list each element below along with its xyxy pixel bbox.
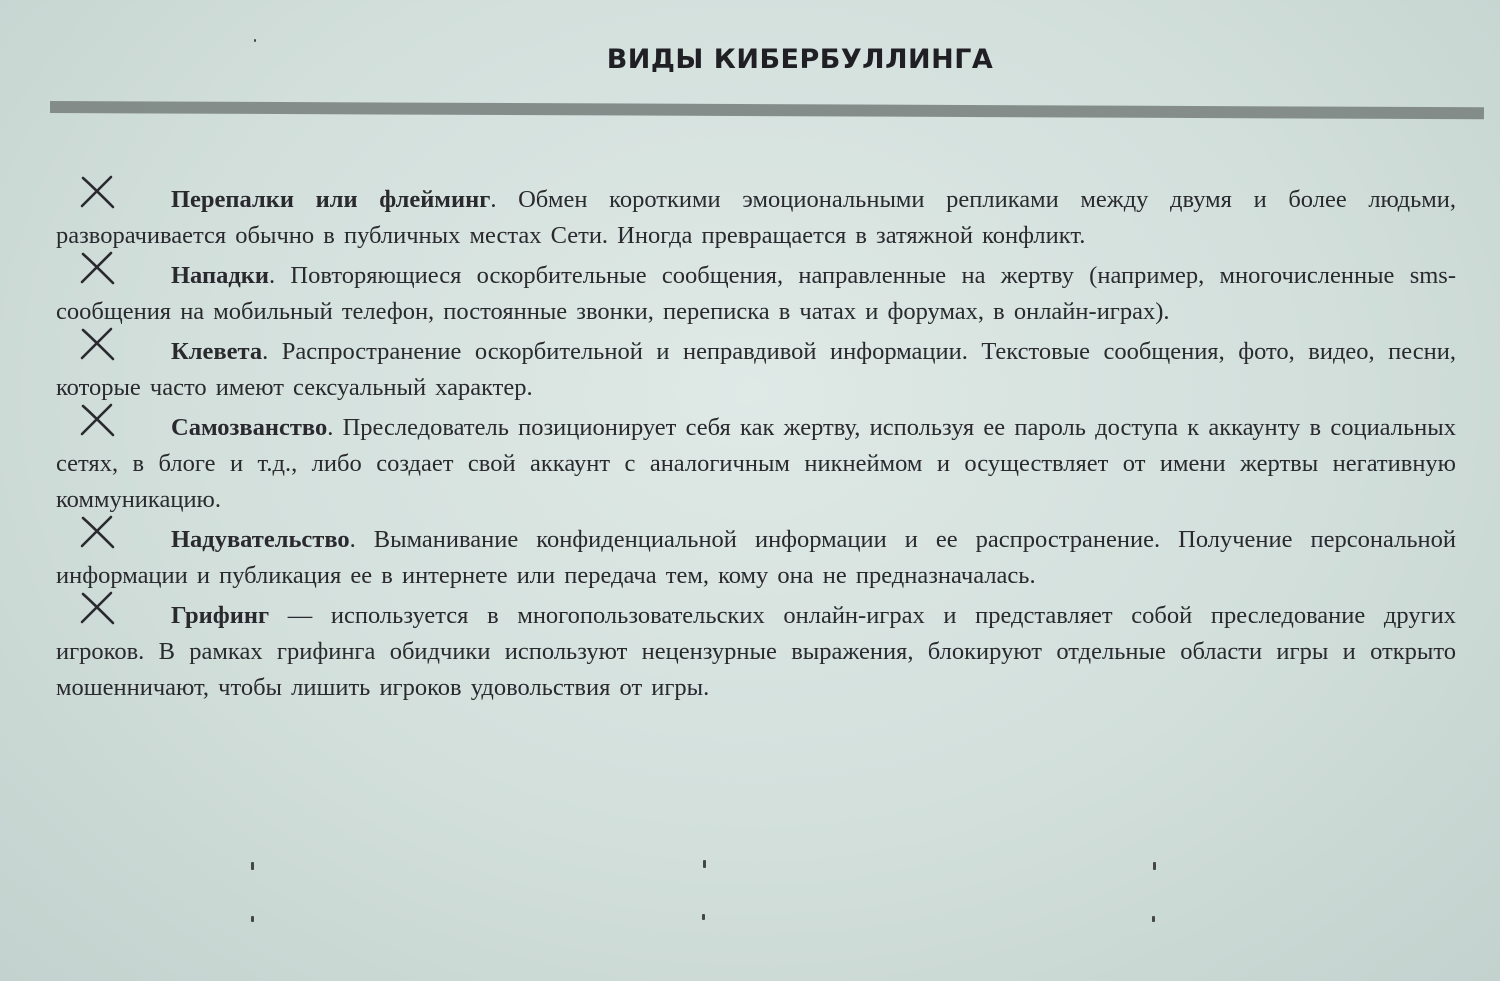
x-mark-icon: [78, 326, 118, 362]
x-mark-icon: [78, 250, 118, 286]
scan-speck: [703, 860, 706, 868]
item-text: . Обмен короткими эмоциональными репликами между двумя и более людьми, разворачивается обычно в публичных местах Сети. Иногда превращается в затяжной конфликт.: [56, 186, 1456, 249]
scan-speck: [1152, 916, 1155, 922]
item-text: . Выманивание конфиденциальной информации и ее распространение. Получение персональной информации и публикация ее в интернете или передача тем, кому она не предназначалась.: [56, 526, 1456, 589]
list-item: [56, 410, 1456, 518]
page-title: ВИДЫ КИБЕРБУЛЛИНГА: [606, 44, 994, 75]
item-text: — используется в многопользовательских онлайн-играх и представляет собой преследование других игроков. В рамках грифинга обидчики используют нецензурные выражения, блокируют отдельные области игры и открыто мошенничают, чтобы лишить игроков удовольствия от игры.: [56, 602, 1456, 701]
list-item: [56, 522, 1456, 594]
x-mark-icon: [78, 174, 118, 210]
item-term: Надувательство: [171, 526, 350, 553]
x-mark-icon: [78, 402, 118, 438]
item-term: Самозванство: [171, 414, 328, 441]
item-text: . Распространение оскорбительной и неправдивой информации. Текстовые сообщения, фото, видео, песни, которые часто имеют сексуальный характер.: [56, 338, 1456, 401]
x-mark-icon: [78, 514, 118, 550]
list-item: [56, 334, 1456, 406]
x-mark-icon: [78, 590, 118, 626]
item-term: Нападки: [171, 262, 269, 289]
scan-speck: [254, 39, 256, 42]
item-text: . Повторяющиеся оскорбительные сообщения, направленные на жертву (например, многочисленные sms-сообщения на мобильный телефон, постоянные звонки, переписка в чатах и форумах, в онлайн-играх).: [56, 262, 1456, 325]
list-item: [56, 258, 1456, 330]
scan-speck: [702, 914, 705, 920]
cyberbullying-types-list: [56, 182, 1456, 710]
scan-speck: [251, 916, 254, 922]
scan-speck: [251, 862, 254, 870]
list-item: [56, 182, 1456, 254]
item-text: . Преследователь позиционирует себя как жертву, используя ее пароль доступа к аккаунту в социальных сетях, в блоге и т.д., либо создает свой аккаунт с аналогичным никнеймом и осуществляет от имени жертвы негативную коммуникацию.: [56, 414, 1456, 513]
item-term: Грифинг: [171, 602, 270, 629]
list-item: [56, 598, 1456, 706]
title-divider: [50, 101, 1484, 119]
scan-speck: [1153, 862, 1156, 870]
item-term: Клевета: [171, 338, 263, 365]
item-term: Перепалки или флейминг: [171, 186, 491, 213]
